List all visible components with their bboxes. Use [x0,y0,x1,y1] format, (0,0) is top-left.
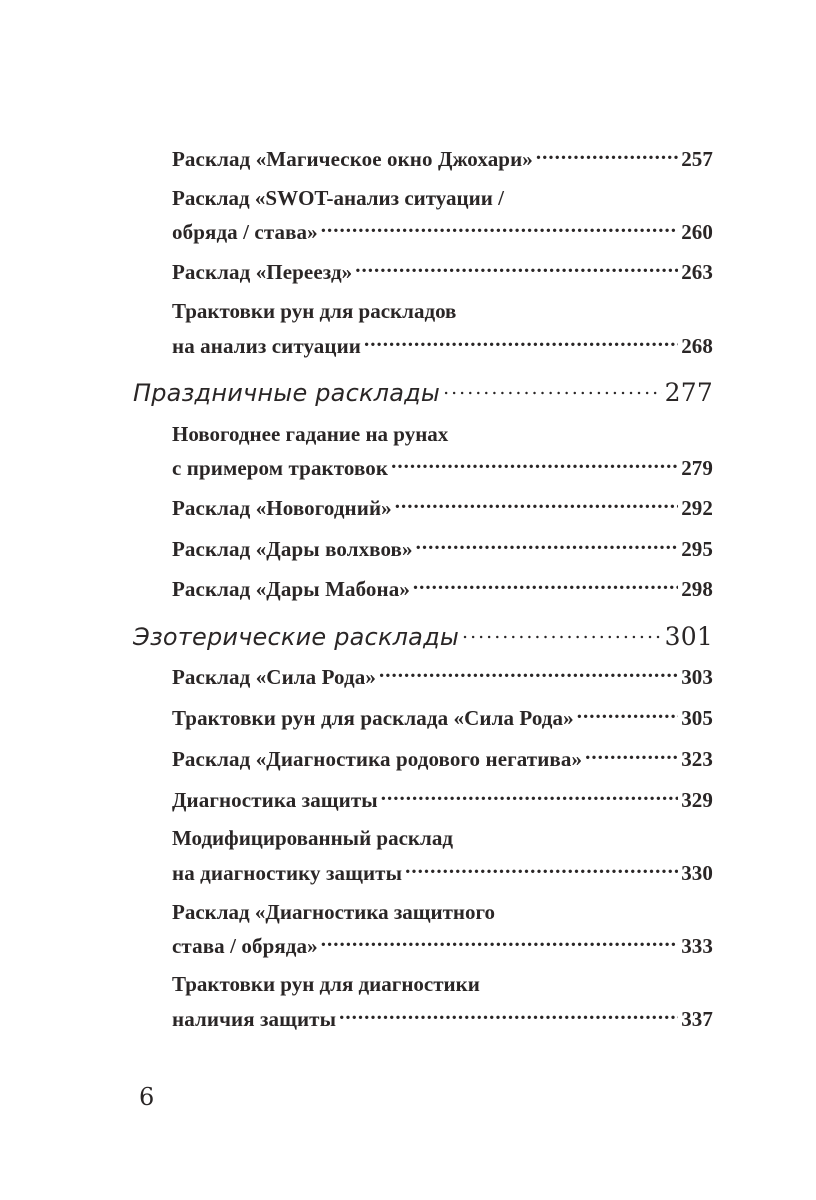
toc-entry-title: обряда / става» [172,220,318,244]
toc-entry-title-line: Трактовки рун для диагностики [172,972,480,996]
toc-page-number: 301 [664,622,713,651]
toc-entry-title: наличия защиты [172,1007,337,1031]
toc-page-number: 263 [681,260,713,284]
toc-entry[interactable] [172,218,713,245]
toc-entry-title: Расклад «Магическое окно Джохари» [172,147,533,171]
toc-entry[interactable] [172,454,713,481]
toc-page-number: 277 [664,378,713,407]
toc-entry-title-line: Новогоднее гадание на рунах [172,422,449,446]
toc-page-number: 330 [681,861,713,885]
toc-page-number: 337 [681,1007,713,1031]
toc-entry-title-line: Расклад «Диагностика защитного [172,900,496,924]
toc-entry-title: става / обряда» [172,934,318,958]
toc-page-number: 303 [681,665,713,689]
toc-entry-title: Расклад «Новогодний» [172,496,392,520]
dot-leader [339,1005,678,1026]
toc-page-number: 257 [681,147,713,171]
toc-page-number: 295 [681,537,713,561]
dot-leader [395,494,678,515]
toc-entry-title: Расклад «Дары волхвов» [172,537,413,561]
dot-leader [413,575,678,596]
dot-leader [577,704,678,725]
toc-page-number: 279 [681,456,713,480]
toc-entry-title: Расклад «Диагностика родового негатива» [172,747,583,771]
toc-page-number: 333 [681,934,713,958]
toc-page-number: 323 [681,747,713,771]
toc-entry[interactable] [172,932,713,959]
dot-leader [364,332,678,353]
dot-leader [321,218,678,239]
toc-entry-title-line: Трактовки рун для раскладов [172,299,457,323]
dot-leader [355,258,678,279]
toc-entry[interactable] [172,859,713,886]
toc-page-number: 298 [681,577,713,601]
toc-entry[interactable] [172,745,713,772]
toc-page-number: 292 [681,496,713,520]
dot-leader [379,663,678,684]
dot-leader [443,376,662,401]
toc-entry-title: на анализ ситуации [172,334,361,358]
toc-entry[interactable] [172,663,713,690]
toc-entry[interactable] [172,494,713,521]
toc-section[interactable] [133,620,713,651]
toc-section-title: Эзотерические расклады [133,623,460,651]
toc-entry[interactable] [172,786,713,813]
toc-entry-title: на диагностику защиты [172,861,403,885]
toc-entry[interactable] [172,145,713,172]
dot-leader [585,745,678,766]
toc-entry-title: Расклад «Переезд» [172,260,353,284]
dot-leader [416,535,679,556]
dot-leader [462,620,662,645]
dot-leader [391,454,678,475]
toc-entry-title: Диагностика защиты [172,788,378,812]
dot-leader [321,932,678,953]
toc-section-title: Праздничные расклады [133,379,441,407]
dot-leader [381,786,678,807]
dot-leader [536,145,678,166]
folio-page-number: 6 [139,1083,155,1111]
toc-entry-title-line: Расклад «SWOT-анализ ситуации / [172,186,504,210]
toc-entry[interactable] [172,704,713,731]
toc-entry-title: Трактовки рун для расклада «Сила Рода» [172,706,574,730]
toc-entry[interactable] [172,332,713,359]
toc-entry-title: с примером трактовок [172,456,389,480]
toc-entry-title: Расклад «Дары Мабона» [172,577,410,601]
toc-section[interactable] [133,376,713,407]
toc-entry[interactable] [172,535,713,562]
toc-page-number: 268 [681,334,713,358]
toc-page-number: 260 [681,220,713,244]
toc-entry-title: Расклад «Сила Рода» [172,665,376,689]
toc-entry-title-line: Модифицированный расклад [172,826,453,850]
toc-entry[interactable] [172,1005,713,1032]
toc-page-number: 329 [681,788,713,812]
toc-page-number: 305 [681,706,713,730]
toc-entry[interactable] [172,258,713,285]
dot-leader [405,859,678,880]
toc-entry[interactable] [172,575,713,602]
